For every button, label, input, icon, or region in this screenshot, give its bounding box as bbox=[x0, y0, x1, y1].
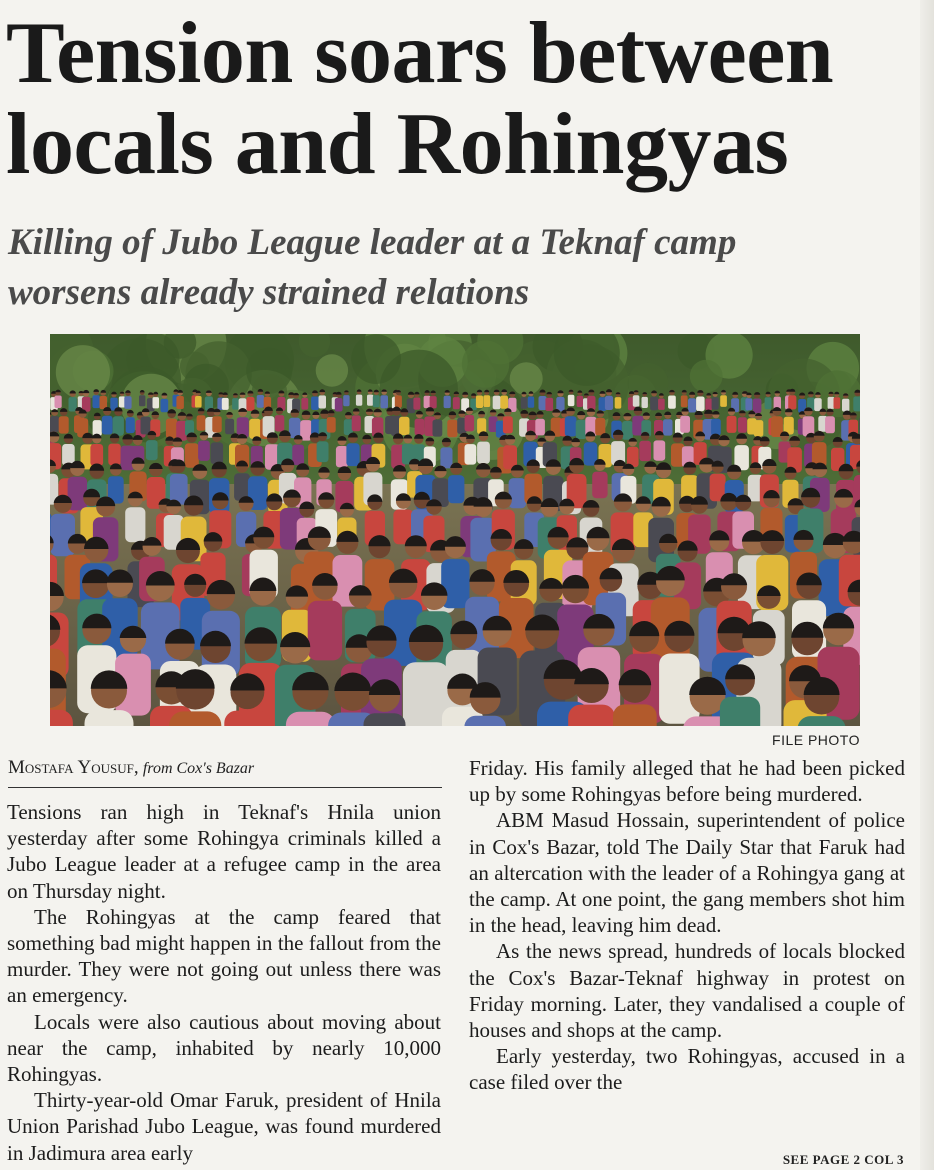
photo-person-body bbox=[577, 396, 584, 407]
photo-person-body bbox=[476, 396, 483, 409]
photo-person-body bbox=[286, 712, 335, 726]
photo-person-body bbox=[568, 395, 575, 406]
byline-author: Mostafa Yousuf, bbox=[8, 757, 139, 778]
crowd-photo bbox=[50, 334, 860, 726]
photo-person-body bbox=[727, 416, 737, 433]
photo-person-body bbox=[642, 397, 648, 408]
photo-person-body bbox=[448, 475, 464, 503]
photo-person-body bbox=[503, 416, 513, 433]
photo-person-body bbox=[493, 396, 501, 410]
photo-tree-canopy bbox=[351, 334, 401, 384]
photo-person-body bbox=[399, 417, 410, 435]
photo-person-body bbox=[453, 397, 460, 409]
photo-person-body bbox=[59, 416, 69, 433]
photo-person-body bbox=[639, 441, 651, 461]
photo-person-body bbox=[125, 507, 145, 542]
photo-person-body bbox=[100, 396, 108, 409]
byline bbox=[8, 757, 442, 788]
col1-paragraph-2: The Rohingyas at the camp feared that something bad might happen in the fallout from the murder. They were not going out unless there was an emergency. bbox=[7, 904, 441, 1008]
photo-person-body bbox=[335, 398, 343, 412]
photo-person-body bbox=[688, 398, 696, 412]
photo-person-body bbox=[292, 445, 304, 466]
photo-person-body bbox=[430, 396, 437, 408]
photo-person-body bbox=[249, 419, 261, 439]
photo-person-body bbox=[753, 399, 762, 414]
photo-person-body bbox=[788, 395, 796, 409]
photo-person-body bbox=[605, 396, 613, 410]
photo-person-body bbox=[568, 705, 615, 726]
col2-paragraph-3: As the news spread, hundreds of locals blocked the Cox's Bazar-Teknaf highway in protest on Friday morning. Later, they vandalised a couple of houses and shops at the camp. bbox=[469, 939, 905, 1043]
photo-person-body bbox=[720, 395, 727, 407]
col2-paragraph-1: Friday. His family alleged that he had been picked up by some Rohingyas before being murdered. bbox=[469, 756, 905, 807]
photo-tree-canopy bbox=[690, 360, 723, 393]
photo-person-body bbox=[356, 395, 362, 406]
photo-person-body bbox=[161, 399, 169, 412]
photo-person-body bbox=[301, 398, 308, 410]
headline-line-1: Tension soars between bbox=[6, 5, 834, 102]
photo-person-body bbox=[153, 397, 160, 408]
photo-person-body bbox=[668, 396, 676, 409]
photo-person-body bbox=[622, 421, 633, 440]
photo-person-body bbox=[592, 472, 607, 499]
photo-person-body bbox=[352, 415, 361, 431]
photo-person-body bbox=[90, 444, 103, 466]
photo-person-body bbox=[380, 395, 388, 408]
photo-person-body bbox=[119, 396, 125, 407]
col2-paragraph-2: ABM Masud Hossain, superintendent of police in Cox's Bazar, told The Daily Star that Faruk had an altercation with the leader of a Rohingya gang at the camp. At one point, the gang members shot him in the head, leaving him dead. bbox=[469, 808, 905, 938]
photo-person-body bbox=[528, 397, 535, 408]
photo-person-body bbox=[696, 397, 705, 412]
photo-person-body bbox=[126, 417, 135, 433]
photo-person-body bbox=[738, 417, 747, 433]
photo-person-body bbox=[680, 416, 690, 433]
photo-person-body bbox=[654, 440, 666, 460]
photo-person-body bbox=[336, 446, 348, 467]
photo-person-body bbox=[108, 444, 121, 466]
photo-person-body bbox=[198, 441, 210, 461]
photo-person-body bbox=[658, 399, 665, 410]
article-column-1 bbox=[7, 799, 441, 1166]
photo-person-body bbox=[433, 420, 443, 437]
photo-person-body bbox=[222, 398, 229, 410]
photo-person-body bbox=[483, 395, 490, 407]
photo-tree-canopy bbox=[316, 354, 348, 386]
photo-person-body bbox=[440, 447, 452, 468]
photo-person-body bbox=[257, 395, 264, 408]
photo-person-body bbox=[465, 415, 475, 431]
subheadline bbox=[8, 218, 898, 318]
photo-tree-canopy bbox=[462, 340, 509, 387]
photo-person-body bbox=[413, 398, 420, 410]
photo-person-body bbox=[344, 419, 353, 435]
headline bbox=[6, 5, 906, 193]
photo-person-body bbox=[681, 395, 688, 407]
article-column-2 bbox=[469, 755, 905, 1096]
photo-person-body bbox=[539, 396, 547, 410]
photo-person-body bbox=[853, 397, 860, 412]
photo-person-body bbox=[169, 711, 221, 726]
photo-person-body bbox=[444, 396, 451, 408]
photo-person-body bbox=[633, 395, 640, 407]
photo-person-body bbox=[102, 416, 113, 435]
photo-person-body bbox=[93, 395, 100, 408]
col2-paragraph-4: Early yesterday, two Rohingyas, accused in a case filed over the bbox=[469, 1044, 905, 1095]
photo-person-body bbox=[477, 442, 490, 464]
photo-person-body bbox=[765, 397, 772, 409]
photo-person-body bbox=[415, 419, 425, 436]
photo-person-body bbox=[211, 442, 224, 464]
photo-person-body bbox=[500, 396, 508, 409]
photo-person-body bbox=[225, 419, 234, 435]
photo-person-body bbox=[711, 419, 721, 436]
see-page-jump[interactable]: SEE PAGE 2 COL 3 bbox=[782, 1152, 904, 1167]
photo-person-body bbox=[166, 419, 178, 439]
photo-person-body bbox=[745, 398, 752, 410]
photo-person-body bbox=[373, 395, 380, 407]
photo-person-body bbox=[308, 601, 342, 661]
col1-paragraph-3: Locals were also cautious about moving about near the camp, inhabited by nearly 10,000 Rohingyas. bbox=[7, 1009, 441, 1087]
photo-person-body bbox=[185, 443, 199, 468]
photo-person-body bbox=[232, 398, 239, 410]
photo-person-body bbox=[197, 415, 206, 431]
photo-person-body bbox=[346, 443, 359, 466]
photo-person-body bbox=[85, 710, 134, 726]
photo-person-body bbox=[521, 397, 528, 409]
photo-person-body bbox=[55, 396, 62, 409]
photo-person-body bbox=[545, 398, 553, 411]
adjacent-page-edge bbox=[920, 0, 934, 1170]
photo-person-body bbox=[275, 415, 285, 431]
photo-person-body bbox=[720, 697, 760, 726]
photo-person-body bbox=[447, 420, 457, 438]
photo-person-body bbox=[576, 420, 587, 439]
photo-person-body bbox=[754, 420, 764, 437]
headline-line-2: locals and Rohingyas bbox=[6, 96, 789, 193]
photo-person-body bbox=[705, 398, 712, 410]
photo-person-body bbox=[124, 396, 131, 409]
col1-paragraph-4: Thirty-year-old Omar Faruk, president of Hnila Union Parishad Jubo League, was found murdered in Jadimura area early bbox=[7, 1088, 441, 1165]
photo-person-body bbox=[367, 395, 373, 406]
photo-person-body bbox=[587, 396, 595, 410]
photo-person-body bbox=[364, 713, 406, 726]
photo-person-body bbox=[139, 395, 145, 406]
photo-person-body bbox=[395, 395, 402, 407]
col1-paragraph-1: Tensions ran high in Teknaf's Hnila union yesterday after some Rohingya criminals killed a Jubo League leader at a refugee camp in the area on Thursday night. bbox=[7, 800, 441, 903]
photo-person-body bbox=[615, 397, 622, 409]
subheadline-line-1: Killing of Jubo League leader at a Teknaf camp bbox=[8, 222, 737, 263]
subheadline-line-2: worsens already strained relations bbox=[8, 272, 530, 313]
photo-person-body bbox=[327, 417, 336, 433]
photo-person-body bbox=[663, 419, 673, 435]
photo-person-body bbox=[224, 711, 270, 726]
photo-person-body bbox=[69, 397, 77, 411]
photo-person-body bbox=[613, 704, 657, 726]
photo-person-body bbox=[798, 716, 846, 726]
photo-credit: FILE PHOTO bbox=[772, 732, 860, 748]
photo-person-body bbox=[565, 416, 577, 436]
photo-person-body bbox=[465, 444, 477, 465]
photo-person-body bbox=[311, 397, 319, 411]
photo-person-body bbox=[343, 395, 349, 406]
photo-person-body bbox=[535, 419, 545, 436]
photo-person-body bbox=[246, 397, 254, 411]
photo-person-body bbox=[834, 397, 841, 409]
photo-person-body bbox=[317, 441, 329, 462]
photo-person-body bbox=[176, 396, 184, 409]
photo-person-body bbox=[509, 478, 526, 508]
photo-person-body bbox=[828, 397, 835, 409]
byline-location: from Cox's Bazar bbox=[142, 760, 255, 777]
photo-person-body bbox=[464, 716, 506, 726]
photo-person-body bbox=[650, 397, 658, 411]
photo-person-body bbox=[842, 399, 849, 412]
photo-person-body bbox=[50, 416, 59, 432]
photo-person-body bbox=[212, 416, 221, 432]
photo-person-body bbox=[319, 395, 327, 408]
photo-person-body bbox=[195, 396, 202, 408]
photo-person-body bbox=[113, 416, 124, 436]
photo-person-body bbox=[595, 418, 605, 436]
crowd-photo-illustration bbox=[50, 334, 860, 726]
photo-person-body bbox=[712, 397, 719, 409]
photo-person-body bbox=[825, 416, 835, 433]
photo-person-body bbox=[146, 440, 158, 460]
photo-person-body bbox=[814, 398, 822, 411]
